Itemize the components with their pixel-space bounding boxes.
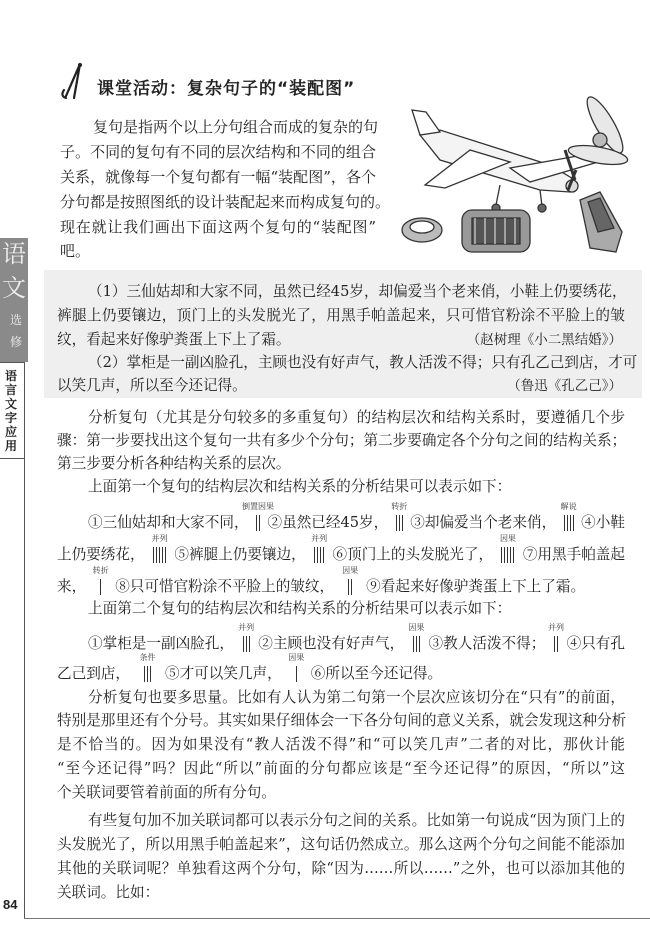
level-separator	[560, 502, 578, 531]
paragraph-line: 个关联词要管着前面的所有分句。	[57, 784, 276, 801]
level-bar	[147, 666, 148, 682]
level-bar	[100, 579, 101, 595]
clause-text: ⑥所以至今还记得。	[310, 665, 443, 682]
intro-line: 现在就让我们画出下面这两个复句的“装配图”	[60, 218, 376, 236]
level-bar	[419, 636, 420, 652]
level-separator	[408, 623, 425, 652]
clause-text: ④只有孔	[566, 635, 625, 652]
level-bar	[564, 515, 565, 531]
paragraph-line: 分析复句也要多思量。比如有人认为第二句第一个层次应该切分在“只有”的前面，	[88, 689, 625, 706]
clause-text: ⑤才可以笑几声，	[164, 665, 282, 682]
paragraph-line: 第三步要分析各种结构关系的层次。	[57, 455, 291, 472]
paragraph-line: 骤：第一步要找出这个复句一共有多少个分句；第二步要确定各个分句之间的结构关系；	[57, 432, 627, 449]
level-bar	[162, 547, 163, 563]
page-number: 84	[3, 897, 18, 912]
level-separator	[310, 534, 328, 563]
level-bar	[413, 636, 414, 652]
quote-source: （赵树理《小二黑结婚》）	[466, 332, 622, 348]
paragraph-line: 是不恰当的。因为如果没有“教人活泼不得”和“可以笑几声”二者的对比，那伙计能	[57, 736, 625, 753]
clause-text: ⑦用黑手帕盖起	[522, 546, 625, 563]
analysis1-intro: 上面第一个复句的结构层次和结构关系的分析结果可以表示如下：	[88, 478, 512, 495]
relation-label: 并列	[238, 623, 255, 632]
analysis-line	[88, 502, 625, 532]
level-bar	[243, 636, 244, 652]
paragraph-line: 关联词。比如：	[57, 884, 160, 901]
intro-line: 关系，就像每一个复句都有一幅“装配图”，各个	[60, 168, 376, 186]
level-separator	[497, 534, 518, 563]
level-bar	[351, 579, 352, 595]
level-bar	[144, 666, 145, 682]
relation-label: 并列	[547, 623, 564, 632]
paragraph-line: 分析复句（尤其是分句较多的多重复句）的结构层次和结构关系时，要遵循几个步	[88, 409, 625, 426]
footer-rule	[24, 918, 650, 919]
analysis2-intro: 上面第二个复句的结构层次和结构关系的分析结果可以表示如下：	[88, 600, 512, 617]
relation-label: 并列	[151, 534, 168, 543]
section-title: 课堂活动：复杂句子的“装配图”	[97, 79, 356, 99]
paragraph-line: 其他的关联词呢？单独看这两个分句，除“因为……所以……”之外，也可以添加其他的	[57, 860, 625, 877]
relation-label: 条件	[139, 653, 156, 662]
subject-label: 语言文字应用	[5, 369, 18, 453]
quote-line: 纹，看起来好像驴粪蛋上下上了霜。	[57, 331, 291, 348]
airplane-illustration	[400, 90, 645, 265]
quote-line: （1）三仙姑却和大家不同，虽然已经45岁，却偏爱当个老来俏，小鞋上仍要绣花，	[88, 283, 627, 300]
analysis-line	[57, 534, 625, 564]
clause-text: ⑧只可惜官粉涂不平脸上的皱纹，	[115, 578, 335, 595]
level-bar	[573, 515, 574, 531]
clause-text: ②虽然已经45岁，	[267, 514, 389, 531]
relation-label: 因果	[408, 623, 425, 632]
side-tab-char: 文	[2, 274, 26, 302]
level-separator	[342, 566, 359, 595]
level-separator	[238, 623, 255, 652]
level-bar	[504, 547, 505, 563]
quote-source: （鲁迅《孔乙己》）	[507, 378, 622, 394]
level-bar	[165, 547, 166, 563]
intro-line: 吧。	[60, 242, 91, 260]
level-bar	[317, 547, 318, 563]
margin-rule	[24, 362, 25, 919]
level-bar	[314, 547, 315, 563]
intro-line: 复句是指两个以上分句组合而成的复杂的句	[93, 118, 379, 136]
level-bar	[513, 547, 514, 563]
side-tab-char: 语	[2, 240, 26, 268]
compass-icon	[58, 62, 88, 102]
level-bar	[501, 547, 502, 563]
clause-text: ⑥顶门上的头发脱光了，	[332, 546, 494, 563]
level-separator	[92, 566, 109, 595]
level-separator	[288, 653, 305, 682]
clause-text: 来，	[57, 578, 87, 595]
clause-text: ⑨看起来好像驴粪蛋上下上了霜。	[366, 578, 586, 595]
level-bar	[323, 547, 324, 563]
relation-label: 因果	[499, 534, 516, 543]
level-bar	[259, 515, 260, 531]
side-tab-char: 选	[10, 313, 23, 327]
side-tab-subject	[0, 362, 25, 459]
analysis-line	[57, 653, 625, 683]
paragraph-line: 有些复句加不加关联词都可以表示分句之间的关系。比如第一句说成“因为顶门上的	[88, 812, 625, 829]
level-separator	[547, 623, 564, 652]
level-bar	[249, 636, 250, 652]
clause-text: ①三仙姑却和大家不同，	[88, 514, 249, 531]
level-bar	[396, 515, 397, 531]
level-separator	[149, 534, 170, 563]
level-bar	[153, 547, 154, 563]
level-bar	[320, 547, 321, 563]
intro-line: 子。不同的复句有不同的层次结构和不同的组合	[60, 143, 376, 161]
level-bar	[507, 547, 508, 563]
level-bar	[570, 515, 571, 531]
level-bar	[402, 515, 403, 531]
paragraph-line: “至今还记得”吗？因此“所以”前面的分句都应该是“至今还记得”的原因，“所以”这	[57, 760, 625, 777]
level-bar	[567, 515, 568, 531]
analysis-line	[57, 566, 625, 596]
paragraph-line: 特别是那里还有个分号。其实如果仔细体会一下各分句间的意义关系，就会发现这种分析	[57, 712, 627, 729]
clause-text: ②主顾也没有好声气，	[258, 635, 405, 652]
clause-text: ③教人活泼不得；	[428, 635, 546, 652]
side-tab-char: 修	[10, 335, 23, 349]
relation-label: 解说	[560, 502, 577, 511]
level-bar	[399, 515, 400, 531]
level-bar	[296, 666, 297, 682]
paragraph-line: 头发脱光了，所以用黑手帕盖起来”，这句话仍然成立。那么这两个分句之间能不能添加	[57, 836, 625, 853]
analysis-line	[88, 623, 625, 653]
quote-line: 以笑几声，所以至今还记得。	[57, 377, 247, 394]
relation-label: 因果	[288, 653, 305, 662]
level-bar	[348, 579, 349, 595]
quote-line: 裤腿上仍要镶边，顶门上的头发脱光了，用黑手帕盖起来，只可惜官粉涂不平脸上的皱	[57, 307, 625, 324]
clause-text: 乙己到店，	[57, 665, 130, 682]
side-tab-book	[0, 238, 28, 362]
level-bar	[156, 547, 157, 563]
relation-label: 转折	[92, 566, 109, 575]
relation-label: 因果	[342, 566, 359, 575]
clause-text: ①掌柜是一副凶脸孔，	[88, 635, 234, 652]
clause-text: 上仍要绣花，	[57, 546, 145, 563]
relation-label: 转折	[391, 502, 408, 511]
level-bar	[557, 636, 558, 652]
relation-label: 倒置因果	[242, 502, 275, 511]
level-separator	[242, 502, 275, 531]
level-bar	[554, 636, 555, 652]
level-bar	[150, 666, 151, 682]
level-separator	[139, 653, 156, 682]
intro-line: 分句都是按照图纸的设计装配起来而构成复句的。	[60, 193, 391, 211]
clause-text: ⑤裤腿上仍要镶边，	[174, 546, 306, 563]
clause-text: ④小鞋	[581, 514, 625, 531]
level-bar	[246, 636, 247, 652]
relation-label: 并列	[311, 534, 328, 543]
level-separator	[391, 502, 408, 531]
quote-line: （2）掌柜是一副凶脸孔，主顾也没有好声气，教人活泼不得；只有孔乙己到店，才可	[88, 354, 638, 371]
level-bar	[159, 547, 160, 563]
level-bar	[510, 547, 511, 563]
level-bar	[416, 636, 417, 652]
level-bar	[256, 515, 257, 531]
clause-text: ③却偏爱当个老来俏，	[410, 514, 557, 531]
